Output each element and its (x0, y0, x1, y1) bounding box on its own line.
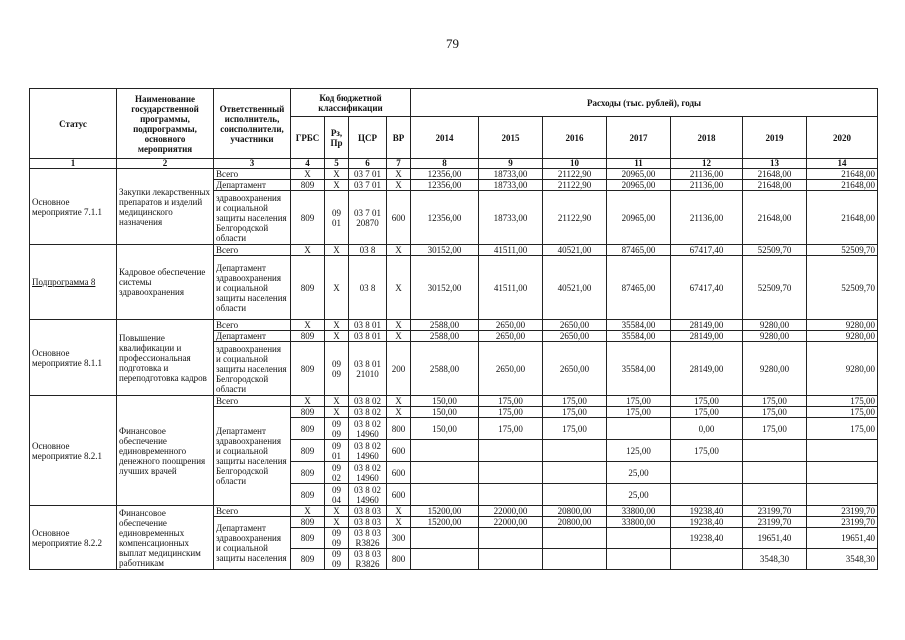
cell-value: 175,00 (807, 396, 878, 407)
row-responsible: Всего (214, 245, 291, 256)
cell-csr: 03 8 01 21010 (349, 342, 387, 396)
cell-rzpr: Х (325, 396, 349, 407)
cell-vr: 600 (387, 462, 411, 484)
cell-grbs: 809 (291, 407, 325, 418)
cell-value: 21648,00 (807, 191, 878, 245)
cell-value: 175,00 (607, 396, 671, 407)
cell-value: 2650,00 (479, 320, 543, 331)
cell-csr: 03 7 01 (349, 169, 387, 180)
cell-csr: 03 8 03 R3826 (349, 528, 387, 549)
cell-vr: Х (387, 256, 411, 320)
cell-value: 21122,90 (543, 180, 607, 191)
cell-csr: 03 8 03 (349, 517, 387, 528)
row-responsible: Всего (214, 320, 291, 331)
column-numbers-row (30, 159, 878, 169)
row-status: Основное мероприятие 7.1.1 (30, 169, 117, 245)
cell-csr: 03 8 (349, 256, 387, 320)
cell-value: 9280,00 (807, 331, 878, 342)
cell-value: 175,00 (543, 407, 607, 418)
col-num: 1 (30, 159, 117, 169)
cell-value (479, 484, 543, 506)
cell-grbs: 809 (291, 180, 325, 191)
budget-table (29, 88, 878, 570)
cell-csr: 03 8 02 (349, 407, 387, 418)
row-responsible: Всего (214, 506, 291, 517)
cell-rzpr: 09 01 (325, 191, 349, 245)
header-responsible: Ответственный исполнитель, соисполнители, участники (214, 89, 291, 159)
col-num: 11 (607, 159, 671, 169)
cell-value (743, 484, 807, 506)
header-name: Наименование государственной программы, подпрограммы, основного мероприятия (117, 89, 214, 159)
cell-value: 175,00 (743, 407, 807, 418)
cell-value: 175,00 (543, 418, 607, 440)
cell-csr: 03 8 03 R3826 (349, 549, 387, 570)
cell-value: 20800,00 (543, 506, 607, 517)
header-vr: ВР (387, 117, 411, 159)
cell-value: 175,00 (607, 407, 671, 418)
cell-value: 175,00 (671, 440, 743, 462)
cell-rzpr: Х (325, 256, 349, 320)
table-row (30, 396, 878, 407)
cell-value: 52509,70 (743, 245, 807, 256)
cell-value: 87465,00 (607, 245, 671, 256)
cell-csr: 03 8 02 14960 (349, 418, 387, 440)
cell-grbs: 809 (291, 528, 325, 549)
cell-value: 20965,00 (607, 180, 671, 191)
col-num: 6 (349, 159, 387, 169)
cell-value: 19238,40 (671, 528, 743, 549)
cell-value: 175,00 (479, 407, 543, 418)
header-year: 2014 (411, 117, 479, 159)
page-number: 79 (446, 36, 459, 51)
header-status: Статус (30, 89, 117, 159)
row-responsible: здравоохранения и социальной защиты населения Белгородской области (214, 191, 291, 245)
cell-value: 19651,40 (743, 528, 807, 549)
cell-csr: 03 8 02 14960 (349, 484, 387, 506)
cell-value: 33800,00 (607, 506, 671, 517)
cell-vr: Х (387, 396, 411, 407)
cell-value: 67417,40 (671, 245, 743, 256)
cell-value: 21136,00 (671, 180, 743, 191)
col-num: 3 (214, 159, 291, 169)
cell-vr: 800 (387, 549, 411, 570)
cell-value: 2588,00 (411, 331, 479, 342)
cell-value: 21122,90 (543, 169, 607, 180)
cell-value: 21136,00 (671, 169, 743, 180)
cell-value: 33800,00 (607, 517, 671, 528)
cell-vr: 600 (387, 440, 411, 462)
cell-vr: 800 (387, 418, 411, 440)
cell-value: 25,00 (607, 484, 671, 506)
cell-grbs: Х (291, 320, 325, 331)
cell-value: 67417,40 (671, 256, 743, 320)
table-row (30, 506, 878, 517)
col-num: 7 (387, 159, 411, 169)
cell-value: 175,00 (671, 396, 743, 407)
header-grbs: ГРБС (291, 117, 325, 159)
cell-value (671, 549, 743, 570)
cell-value: 175,00 (543, 396, 607, 407)
cell-value: 18733,00 (479, 180, 543, 191)
cell-value: 9280,00 (743, 342, 807, 396)
cell-value: 15200,00 (411, 506, 479, 517)
row-name: Закупки лекарственных препаратов и изделий медицинского назначения (117, 169, 214, 245)
row-status: Основное мероприятие 8.1.1 (30, 320, 117, 396)
cell-value: 9280,00 (743, 331, 807, 342)
cell-value: 20965,00 (607, 191, 671, 245)
cell-value: 52509,70 (807, 245, 878, 256)
cell-rzpr: 09 04 (325, 484, 349, 506)
col-num: 5 (325, 159, 349, 169)
row-responsible: Департамент (214, 331, 291, 342)
cell-rzpr: Х (325, 407, 349, 418)
cell-value: 20965,00 (607, 169, 671, 180)
cell-vr: Х (387, 245, 411, 256)
cell-value: 12356,00 (411, 191, 479, 245)
cell-grbs: 809 (291, 191, 325, 245)
cell-rzpr: Х (325, 517, 349, 528)
cell-value: 9280,00 (807, 320, 878, 331)
cell-rzpr: Х (325, 320, 349, 331)
cell-value: 23199,70 (807, 506, 878, 517)
col-num: 9 (479, 159, 543, 169)
cell-value: 21648,00 (807, 169, 878, 180)
cell-value: 175,00 (671, 407, 743, 418)
cell-csr: 03 8 (349, 245, 387, 256)
cell-value (479, 528, 543, 549)
cell-value: 41511,00 (479, 245, 543, 256)
cell-value (543, 462, 607, 484)
cell-vr: 600 (387, 191, 411, 245)
row-name: Повышение квалификации и профессиональная подготовка и переподготовка кадров (117, 320, 214, 396)
cell-value: 19238,40 (671, 506, 743, 517)
cell-value: 40521,00 (543, 256, 607, 320)
cell-value: 175,00 (743, 396, 807, 407)
cell-value: 21648,00 (807, 180, 878, 191)
cell-value: 22000,00 (479, 517, 543, 528)
cell-grbs: 809 (291, 331, 325, 342)
header-year: 2015 (479, 117, 543, 159)
cell-value: 28149,00 (671, 331, 743, 342)
header-year: 2019 (743, 117, 807, 159)
row-responsible: Всего (214, 169, 291, 180)
header-row-1 (30, 89, 878, 117)
col-num: 8 (411, 159, 479, 169)
col-num: 14 (807, 159, 878, 169)
cell-value (479, 549, 543, 570)
cell-value: 3548,30 (807, 549, 878, 570)
table-row (30, 245, 878, 256)
cell-value (807, 484, 878, 506)
cell-value (543, 528, 607, 549)
header-budget-code: Код бюджетной классификации (291, 89, 411, 117)
cell-value: 150,00 (411, 396, 479, 407)
cell-value (411, 549, 479, 570)
cell-value: 21648,00 (743, 169, 807, 180)
cell-value (543, 440, 607, 462)
table-row (30, 320, 878, 331)
cell-value: 2650,00 (543, 342, 607, 396)
cell-value (411, 462, 479, 484)
cell-value: 2650,00 (543, 320, 607, 331)
row-name: Кадровое обеспечение системы здравоохранения (117, 245, 214, 320)
cell-grbs: 809 (291, 418, 325, 440)
row-responsible: Департамент здравоохранения и социальной защиты населения Белгородской области (214, 407, 291, 506)
cell-value: 175,00 (807, 407, 878, 418)
cell-value: 35584,00 (607, 320, 671, 331)
cell-value: 30152,00 (411, 256, 479, 320)
cell-value (543, 484, 607, 506)
col-num: 10 (543, 159, 607, 169)
row-responsible: Департамент здравоохранения и социальной защиты населения области (214, 256, 291, 320)
row-responsible: Департамент (214, 180, 291, 191)
cell-value (807, 440, 878, 462)
row-status: Подпрограмма 8 (30, 245, 117, 320)
cell-value: 175,00 (743, 418, 807, 440)
header-year: 2018 (671, 117, 743, 159)
table-row (30, 169, 878, 180)
header-year: 2020 (807, 117, 878, 159)
cell-csr: 03 8 03 (349, 506, 387, 517)
cell-grbs: Х (291, 396, 325, 407)
cell-value: 3548,30 (743, 549, 807, 570)
cell-csr: 03 8 01 (349, 320, 387, 331)
cell-value: 2588,00 (411, 320, 479, 331)
cell-value: 150,00 (411, 407, 479, 418)
cell-vr: Х (387, 517, 411, 528)
row-responsible: Всего (214, 396, 291, 407)
cell-rzpr: 09 09 (325, 549, 349, 570)
cell-value (743, 440, 807, 462)
cell-value: 12356,00 (411, 169, 479, 180)
cell-value: 35584,00 (607, 331, 671, 342)
cell-grbs: Х (291, 169, 325, 180)
cell-value: 19238,40 (671, 517, 743, 528)
cell-value (607, 528, 671, 549)
cell-value: 150,00 (411, 418, 479, 440)
cell-value: 0,00 (671, 418, 743, 440)
cell-grbs: 809 (291, 484, 325, 506)
cell-value (671, 462, 743, 484)
cell-value: 15200,00 (411, 517, 479, 528)
cell-value: 28149,00 (671, 342, 743, 396)
cell-value (743, 462, 807, 484)
cell-rzpr: Х (325, 331, 349, 342)
header-year: 2017 (607, 117, 671, 159)
cell-value: 18733,00 (479, 191, 543, 245)
cell-rzpr: 09 02 (325, 462, 349, 484)
cell-grbs: 809 (291, 517, 325, 528)
cell-value: 28149,00 (671, 320, 743, 331)
cell-csr: 03 8 01 (349, 331, 387, 342)
cell-vr: Х (387, 320, 411, 331)
cell-vr: Х (387, 180, 411, 191)
cell-value: 125,00 (607, 440, 671, 462)
cell-vr: 600 (387, 484, 411, 506)
cell-grbs: 809 (291, 440, 325, 462)
cell-csr: 03 7 01 20870 (349, 191, 387, 245)
col-num: 12 (671, 159, 743, 169)
cell-rzpr: Х (325, 180, 349, 191)
cell-value: 2650,00 (543, 331, 607, 342)
cell-grbs: 809 (291, 256, 325, 320)
cell-value (411, 440, 479, 462)
cell-value (607, 418, 671, 440)
col-num: 13 (743, 159, 807, 169)
cell-value: 23199,70 (743, 506, 807, 517)
cell-vr: Х (387, 331, 411, 342)
cell-value: 87465,00 (607, 256, 671, 320)
cell-value: 52509,70 (807, 256, 878, 320)
header-rzpr: Рз, Пр (325, 117, 349, 159)
cell-rzpr: 09 09 (325, 342, 349, 396)
cell-value: 19651,40 (807, 528, 878, 549)
cell-vr: Х (387, 407, 411, 418)
header-csr: ЦСР (349, 117, 387, 159)
cell-value: 20800,00 (543, 517, 607, 528)
cell-value: 30152,00 (411, 245, 479, 256)
cell-rzpr: 09 09 (325, 528, 349, 549)
cell-value: 12356,00 (411, 180, 479, 191)
cell-value: 21122,90 (543, 191, 607, 245)
cell-value (807, 462, 878, 484)
cell-value: 2588,00 (411, 342, 479, 396)
cell-rzpr: Х (325, 506, 349, 517)
cell-vr: Х (387, 169, 411, 180)
cell-value (479, 440, 543, 462)
cell-grbs: Х (291, 506, 325, 517)
cell-grbs: 809 (291, 342, 325, 396)
cell-grbs: 809 (291, 549, 325, 570)
cell-csr: 03 8 02 (349, 396, 387, 407)
cell-rzpr: Х (325, 169, 349, 180)
cell-value (479, 462, 543, 484)
col-num: 4 (291, 159, 325, 169)
cell-value: 21136,00 (671, 191, 743, 245)
cell-rzpr: 09 01 (325, 440, 349, 462)
cell-csr: 03 8 02 14960 (349, 440, 387, 462)
cell-value: 2650,00 (479, 342, 543, 396)
row-responsible: Департамент здравоохранения и социальной защиты населения (214, 517, 291, 570)
cell-value: 21648,00 (743, 191, 807, 245)
cell-value: 175,00 (807, 418, 878, 440)
header-year: 2016 (543, 117, 607, 159)
header-expenses: Расходы (тыс. рублей), годы (411, 89, 878, 117)
cell-value: 40521,00 (543, 245, 607, 256)
cell-value: 52509,70 (743, 256, 807, 320)
cell-value: 18733,00 (479, 169, 543, 180)
cell-value: 9280,00 (743, 320, 807, 331)
cell-value (607, 549, 671, 570)
row-name: Финансовое обеспечение единовременного денежного поощрения лучших врачей (117, 396, 214, 506)
cell-value: 35584,00 (607, 342, 671, 396)
row-responsible: здравоохранения и социальной защиты населения Белгородской области (214, 342, 291, 396)
cell-vr: 200 (387, 342, 411, 396)
cell-value: 23199,70 (743, 517, 807, 528)
col-num: 2 (117, 159, 214, 169)
row-status: Основное мероприятие 8.2.1 (30, 396, 117, 506)
cell-value (411, 528, 479, 549)
cell-value: 2650,00 (479, 331, 543, 342)
cell-value: 9280,00 (807, 342, 878, 396)
cell-value: 22000,00 (479, 506, 543, 517)
cell-vr: 300 (387, 528, 411, 549)
cell-value: 23199,70 (807, 517, 878, 528)
cell-grbs: 809 (291, 462, 325, 484)
cell-vr: Х (387, 506, 411, 517)
cell-value: 21648,00 (743, 180, 807, 191)
cell-csr: 03 8 02 14960 (349, 462, 387, 484)
cell-value: 41511,00 (479, 256, 543, 320)
row-name: Финансовое обеспечение единовременных компенсационных выплат медицинским работникам (117, 506, 214, 570)
cell-rzpr: Х (325, 245, 349, 256)
cell-csr: 03 7 01 (349, 180, 387, 191)
cell-value (543, 549, 607, 570)
cell-value: 25,00 (607, 462, 671, 484)
cell-grbs: Х (291, 245, 325, 256)
cell-value: 175,00 (479, 396, 543, 407)
row-status: Основное мероприятие 8.2.2 (30, 506, 117, 570)
cell-value (671, 484, 743, 506)
cell-value: 175,00 (479, 418, 543, 440)
cell-value (411, 484, 479, 506)
cell-rzpr: 09 09 (325, 418, 349, 440)
